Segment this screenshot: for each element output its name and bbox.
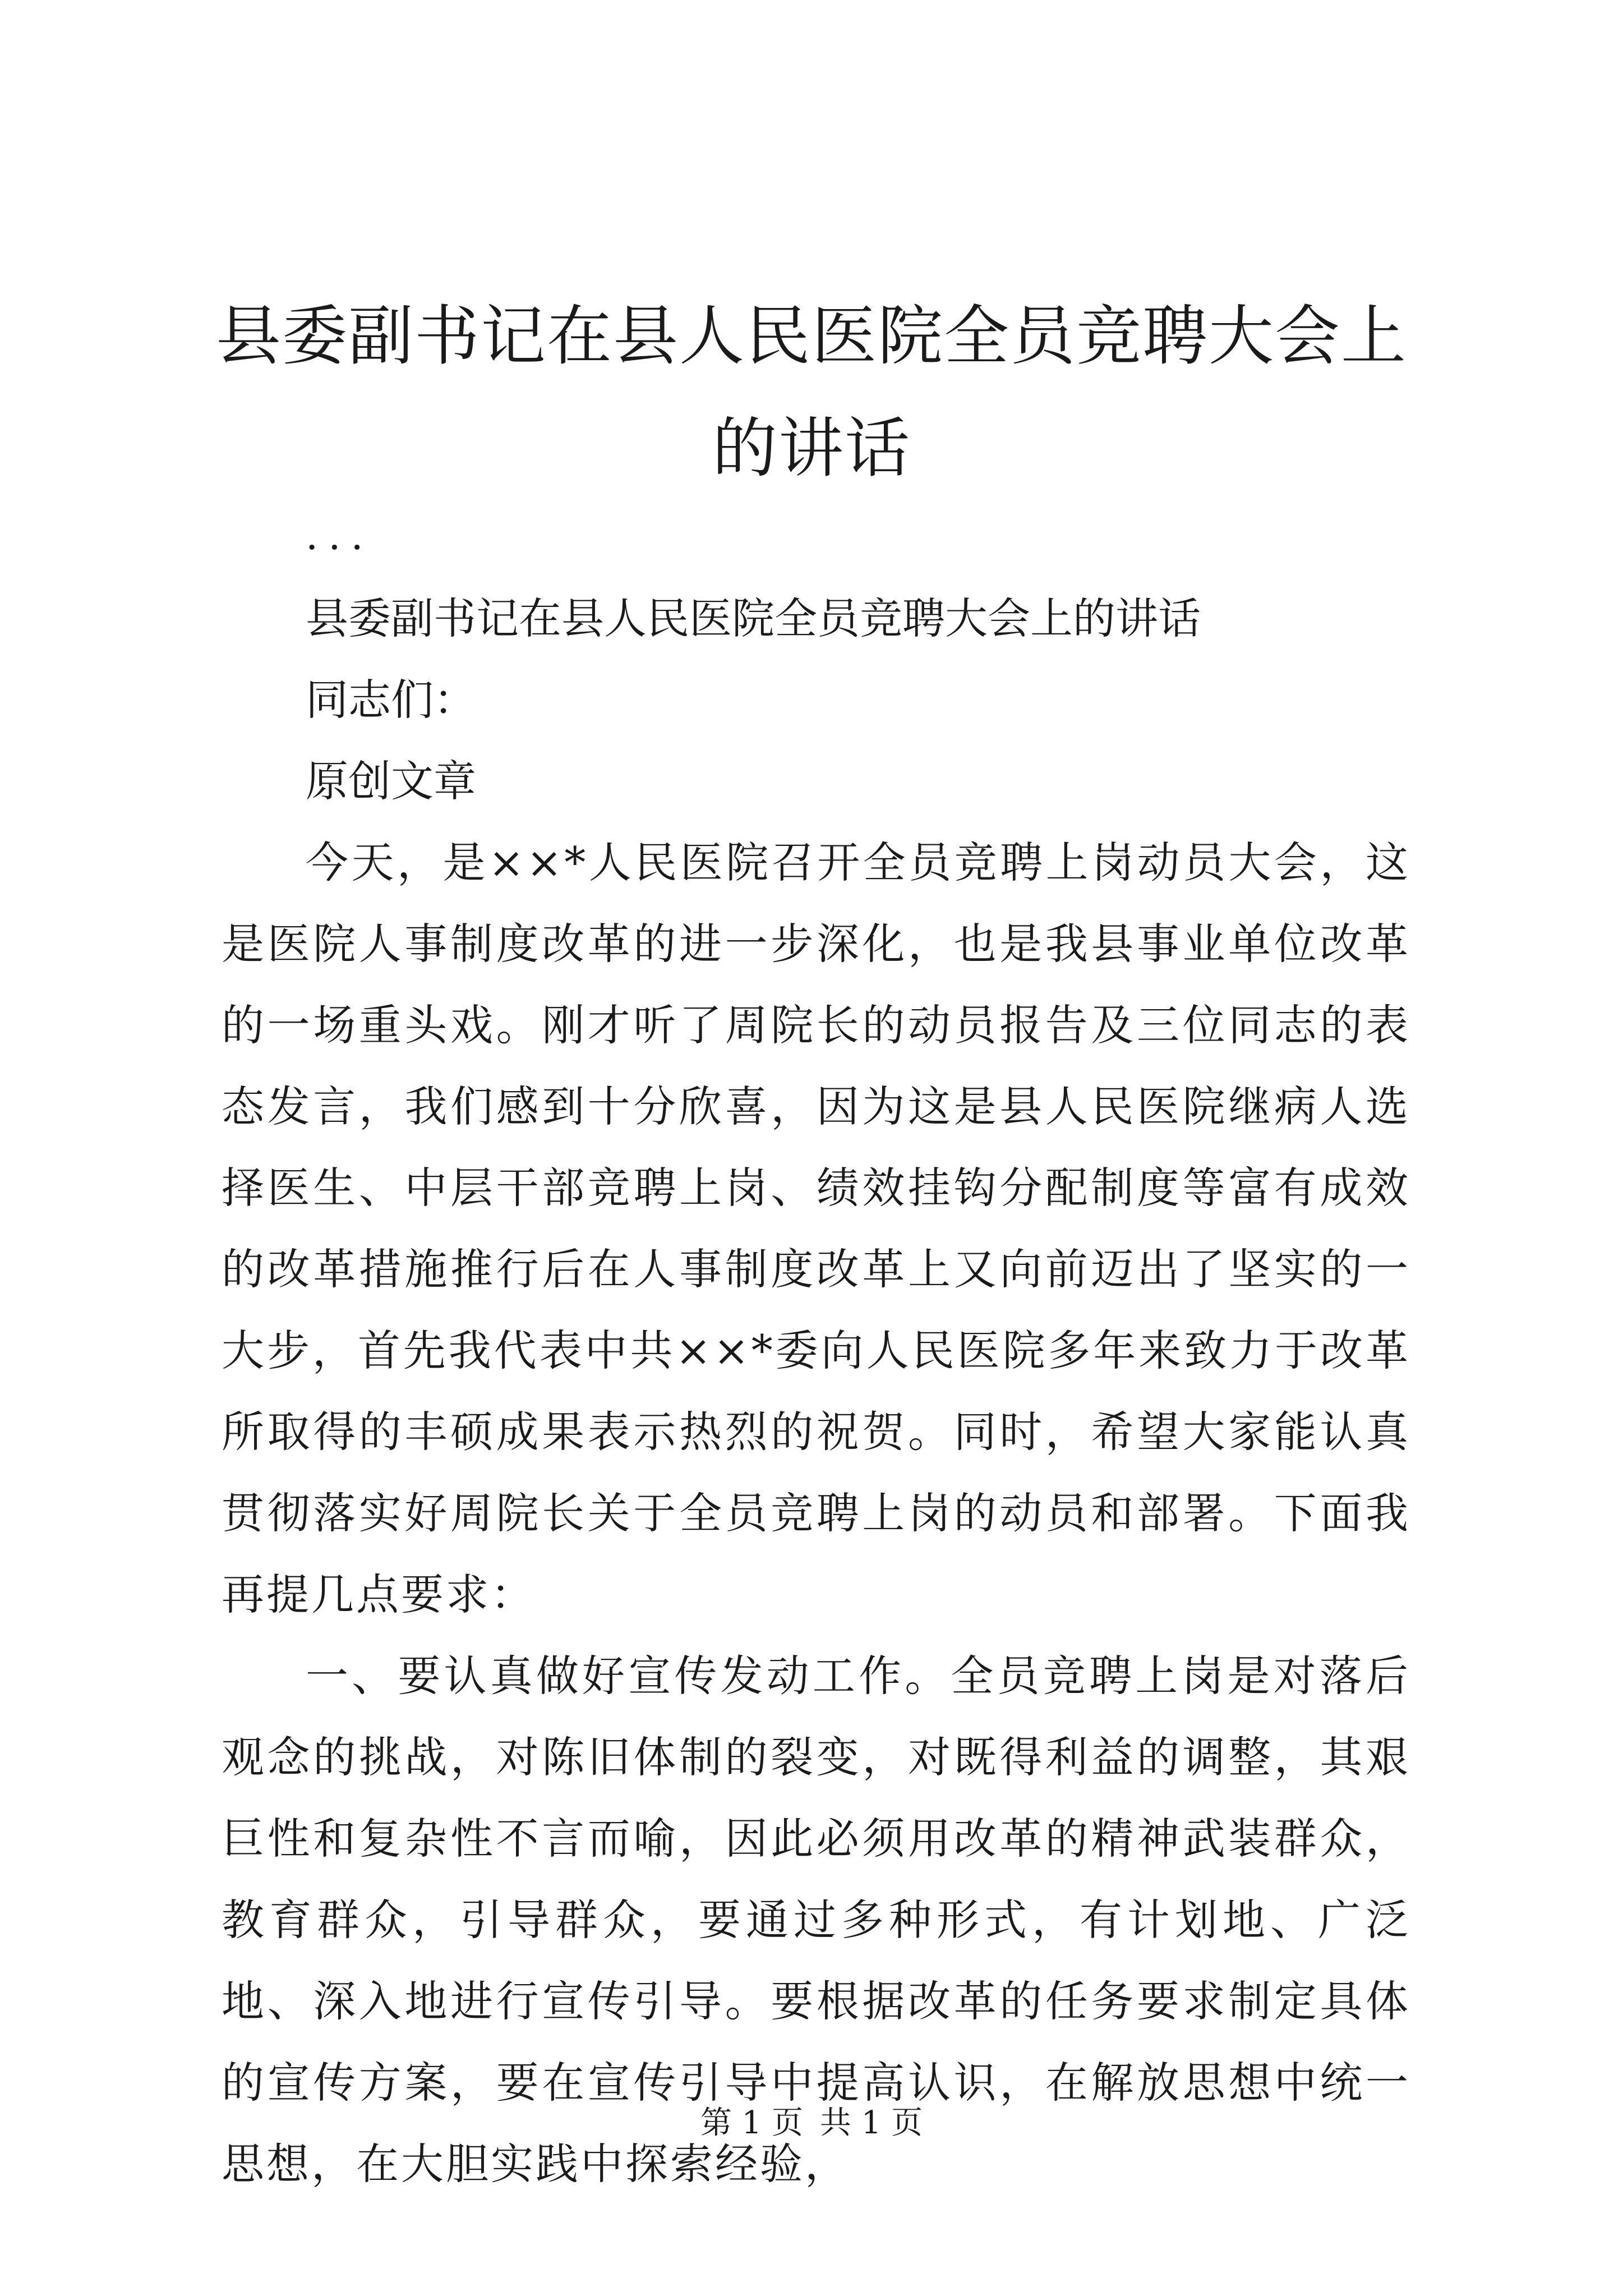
greeting: 同志们： (306, 675, 476, 725)
page-footer (0, 2101, 1623, 2146)
page-total: 共 1 页 (819, 2105, 923, 2141)
document-body (222, 505, 1410, 2205)
page-number: 第 1 页 (700, 2105, 804, 2141)
article-tag: 原创文章 (306, 756, 476, 806)
document-subtitle: 县委副书记在县人民医院全员竞聘大会上的讲话 (306, 593, 1201, 643)
ellipsis-marker: ... (306, 513, 374, 559)
body-paragraph: 今天，是××*人民医院召开全员竞聘上岗动员大会，这是医院人事制度改革的进一步深化，也是我县事业单位改革的一场重头戏。刚才听了周院长的动员报告及三位同志的表态发言，我们感到十分欣喜，因为这是县人民医院继病人选择医生、中层干部竞聘上岗、绩效挂钩分配制度等富有成效的改革措施推行后在人事制度改革上又向前迈出了坚实的一大步，首先我代表中共××*委向人民医院多年来致力于改革所取得的丰硕成果表示热烈的祝贺。同时，希望大家能认真贯彻落实好周院长关于全员竞聘上岗的动员和部署。下面我再提几点要求： (222, 838, 1410, 1619)
document-title: 县委副书记在县人民医院全员竞聘大会上的讲话 (216, 298, 1407, 486)
body-paragraph: 一、要认真做好宣传发动工作。全员竞聘上岗是对落后观念的挑战，对陈旧体制的裂变，对既得利益的调整，其艰巨性和复杂性不言而喻，因此必须用改革的精神武装群众，教育群众，引导群众，要通过多种形式，有计划地、广泛地、深入地进行宣传引导。要根据改革的任务要求制定具体的宣传方案，要在宣传引导中提高认识，在解放思想中统一思想，在大胆实践中探索经验， (222, 1651, 1410, 2189)
